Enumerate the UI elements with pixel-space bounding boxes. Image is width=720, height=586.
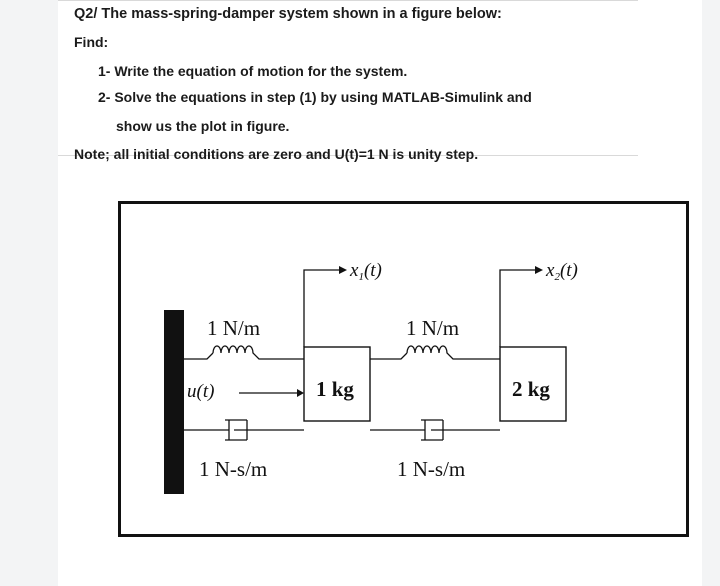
find-heading: Find:	[74, 34, 109, 50]
question-title: Q2/ The mass-spring-damper system shown in a figure below:	[74, 6, 502, 22]
x1-label: $x_1(t)$	[350, 260, 382, 283]
mass-2-label: 2 kg	[512, 377, 550, 401]
spring-1-label: 1 N/m	[207, 316, 261, 340]
damper-2	[370, 420, 500, 440]
input-force-arrow	[239, 389, 304, 397]
top-divider	[58, 0, 638, 1]
damper-1-label: 1 N-s/m	[199, 457, 268, 481]
note-text: Note; all initial conditions are zero and U(t)=1 N is unity step.	[74, 146, 479, 162]
x2-label: $x_2(t)$	[546, 260, 578, 283]
spring-1	[184, 346, 304, 359]
mass-1-label: 1 kg	[316, 377, 354, 401]
task-item-1: 1- Write the equation of motion for the system.	[98, 63, 408, 79]
fixed-wall	[164, 310, 184, 494]
input-label: u(t)	[187, 381, 215, 402]
document-page	[58, 0, 702, 586]
x2-displacement-arrow	[500, 266, 543, 347]
spring-2	[370, 346, 500, 359]
system-diagram	[121, 204, 686, 534]
spring-2-label: 1 N/m	[406, 316, 460, 340]
mass-spring-damper-figure	[118, 201, 689, 537]
task-item-2-continuation: show us the plot in figure.	[116, 118, 290, 134]
damper-2-label: 1 N-s/m	[397, 457, 466, 481]
task-item-2: 2- Solve the equations in step (1) by using MATLAB-Simulink and	[98, 89, 532, 105]
x1-displacement-arrow	[304, 266, 347, 347]
damper-1	[184, 420, 304, 440]
